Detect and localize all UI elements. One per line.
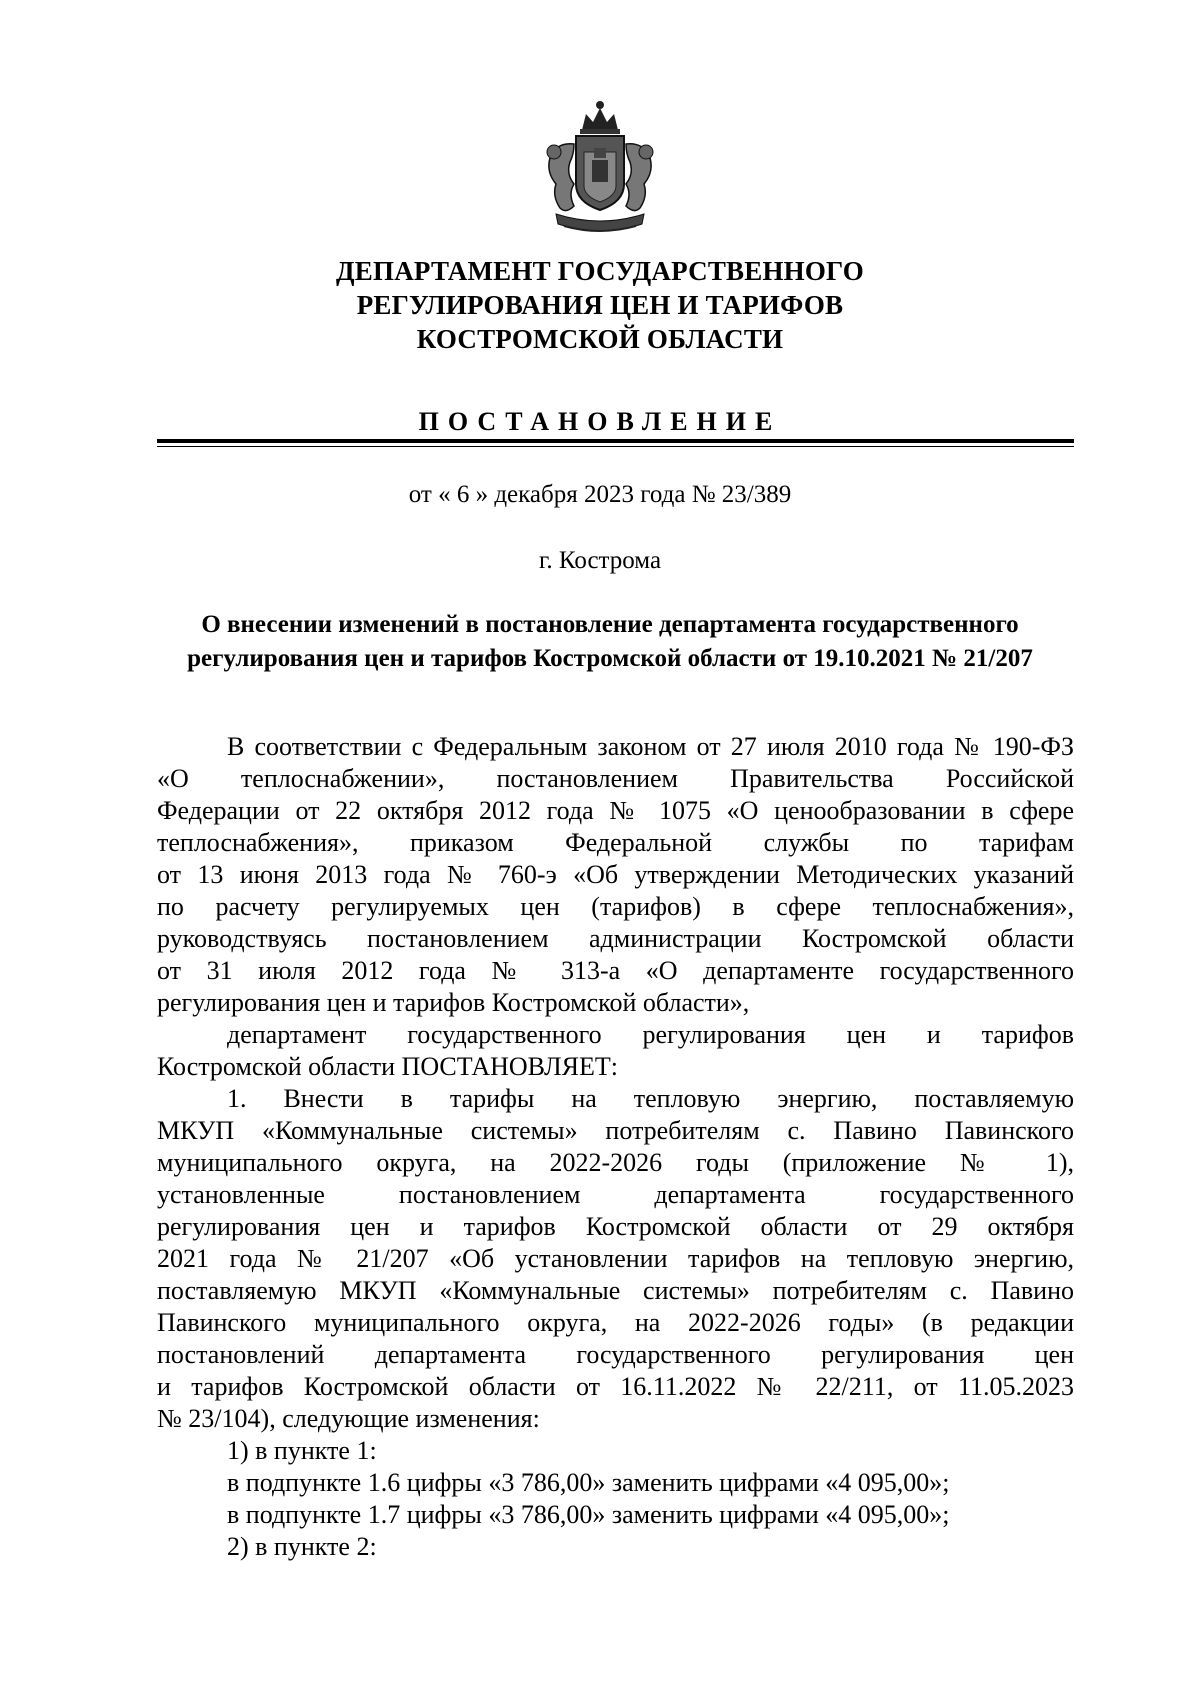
paragraph-line: № 23/104), следующие изменения: (157, 1404, 540, 1433)
paragraph-line: Павинского муниципального округа, на 2022-2026 годы» (в редакции (157, 1308, 1074, 1337)
paragraph-line: муниципального округа, на 2022-2026 годы (приложение № 1), (157, 1148, 1074, 1177)
amendment-item: 1) в пункте 1: (227, 1436, 377, 1465)
paragraph-line: постановлений департамента государственного регулирования цен (157, 1340, 1074, 1369)
department-name-line-3: КОСТРОМСКОЙ ОБЛАСТИ (416, 324, 784, 354)
paragraph-line: МКУП «Коммунальные системы» потребителям с. Павино Павинского (157, 1116, 1074, 1145)
paragraph-legal-basis (157, 731, 1074, 1019)
paragraph-item-1 (157, 1083, 1074, 1435)
paragraph-line: установленные постановлением департамента государственного (157, 1180, 1074, 1209)
amendment-item: в подпункте 1.7 цифры «3 786,00» заменить цифрами «4 095,00»; (227, 1500, 950, 1529)
document-city: г. Кострома (538, 547, 662, 574)
paragraph-line: Костромской области ПОСТАНОВЛЯЕТ: (157, 1052, 618, 1081)
paragraph-line: «О теплоснабжении», постановлением Правительства Российской (157, 764, 1074, 793)
paragraph-line: департамент государственного регулирования цен и тарифов (227, 1020, 1074, 1049)
paragraph-line: теплоснабжения», приказом Федеральной службы по тарифам (157, 828, 1074, 857)
header-divider-thin (157, 446, 1074, 447)
paragraph-line: по расчету регулируемых цен (тарифов) в сфере теплоснабжения», (157, 892, 1074, 921)
paragraph-line: от 31 июля 2012 года № 313-а «О департаменте государственного (157, 956, 1074, 985)
paragraph-line: В соответствии с Федеральным законом от 27 июля 2010 года № 190-ФЗ (227, 732, 1074, 761)
department-name-line-2: РЕГУЛИРОВАНИЯ ЦЕН И ТАРИФОВ (356, 290, 844, 320)
paragraph-line: поставляемую МКУП «Коммунальные системы» потребителям с. Павино (157, 1276, 1074, 1305)
document-type-title: ПОСТАНОВЛЕНИЕ (418, 407, 782, 436)
amendment-item: 2) в пункте 2: (227, 1532, 377, 1561)
paragraph-line: регулирования цен и тарифов Костромской области от 29 октября (157, 1212, 1074, 1241)
coat-of-arms-icon (530, 96, 670, 240)
paragraph-line: руководствуясь постановлением администрации Костромской области (157, 924, 1074, 953)
amendment-list (157, 1435, 1074, 1563)
amendment-item: в подпункте 1.6 цифры «3 786,00» заменить цифрами «4 095,00»; (227, 1468, 950, 1497)
paragraph-line: и тарифов Костромской области от 16.11.2022 № 22/211, от 11.05.2023 (157, 1372, 1074, 1401)
subject-line-1: О внесении изменений в постановление департамента государственного (201, 611, 1019, 638)
department-name-line-1: ДЕПАРТАМЕНТ ГОСУДАРСТВЕННОГО (336, 256, 864, 286)
paragraph-line: Федерации от 22 октября 2012 года № 1075 «О ценообразовании в сфере (157, 796, 1074, 825)
paragraph-line: регулирования цен и тарифов Костромской области», (157, 988, 750, 1017)
document-date-number: от « 6 » декабря 2023 года № 23/389 (408, 481, 792, 508)
paragraph-line: от 13 июня 2013 года № 760-э «Об утверждении Методических указаний (157, 860, 1074, 889)
document-body (157, 731, 1074, 1563)
paragraph-line: 2021 года № 21/207 «Об установлении тарифов на тепловую энергию, (157, 1244, 1074, 1273)
paragraph-resolves (157, 1019, 1074, 1083)
subject-line-2: регулирования цен и тарифов Костромской области от 19.10.2021 № 21/207 (187, 645, 1033, 672)
header-divider-thick (157, 439, 1074, 443)
paragraph-line: 1. Внести в тарифы на тепловую энергию, поставляемую (227, 1084, 1074, 1113)
